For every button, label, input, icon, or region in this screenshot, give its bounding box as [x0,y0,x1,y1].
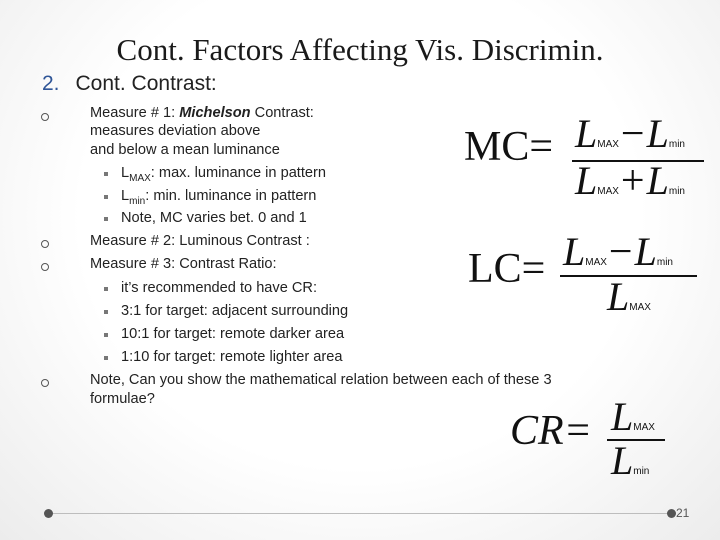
lmin-subscript: min [129,195,146,207]
cr-item-1: it’s recommended to have CR: [121,280,318,296]
footer-dot-right [667,509,676,518]
circle-bullet-icon [41,379,49,387]
section-number: 2. [42,72,60,95]
final-note-line-2: formulae? [90,391,155,407]
page-number: 21 [676,506,690,520]
cr-lhs: CR= [510,408,593,454]
footer-divider [48,513,672,514]
cr-item-3: 10:1 for target: remote darker area [121,326,345,342]
cr-item-4: 1:10 for target: remote lighter area [121,349,343,365]
square-bullet-icon [104,287,108,291]
measure-1-line-2: measures deviation above [90,123,261,139]
measure-3: Measure # 3: Contrast Ratio: [90,256,277,272]
lmax-subscript: MAX [129,172,151,184]
square-bullet-icon [104,217,108,221]
section-heading [42,72,217,96]
slide-title: Cont. Factors Affecting Vis. Discrimin. [116,32,604,67]
square-bullet-icon [104,172,108,176]
final-note-line-1: Note, Can you show the mathematical relation between each of these 3 [90,372,552,388]
note-mc: Note, MC varies bet. 0 and 1 [121,210,307,226]
cr-item-2: 3:1 for target: adjacent surrounding [121,303,349,319]
cr-numerator: LMAX [611,394,655,439]
mc-denominator: LMAX+Lmin [575,158,685,204]
lmax-text: : max. luminance in pattern [150,165,327,181]
lc-numerator: LMAX−Lmin [563,229,673,275]
square-bullet-icon [104,310,108,314]
measure-1-line-3: and below a mean luminance [90,142,280,158]
square-bullet-icon [104,333,108,337]
lmin-symbol: L [121,188,130,204]
list-item [121,187,316,211]
list-item [121,164,326,188]
square-bullet-icon [104,356,108,360]
measure-1-label: Measure # 1: [90,105,180,121]
footer-dot-left [44,509,53,518]
square-bullet-icon [104,195,108,199]
list-item [90,104,314,122]
measure-2: Measure # 2: Luminous Contrast : [90,233,310,249]
mc-lhs: MC= [464,124,554,170]
circle-bullet-icon [41,240,49,248]
michelson-term: Michelson [179,105,251,121]
lmax-symbol: L [121,165,130,181]
lc-denominator: LMAX [607,274,651,319]
lmin-text: : min. luminance in pattern [145,188,317,204]
measure-1-suffix: Contrast: [250,105,314,121]
lc-lhs: LC= [468,246,546,292]
cr-denominator: Lmin [611,438,650,483]
circle-bullet-icon [41,113,49,121]
circle-bullet-icon [41,263,49,271]
section-label: Cont. Contrast: [75,72,217,95]
mc-numerator: LMAX−Lmin [575,111,685,157]
